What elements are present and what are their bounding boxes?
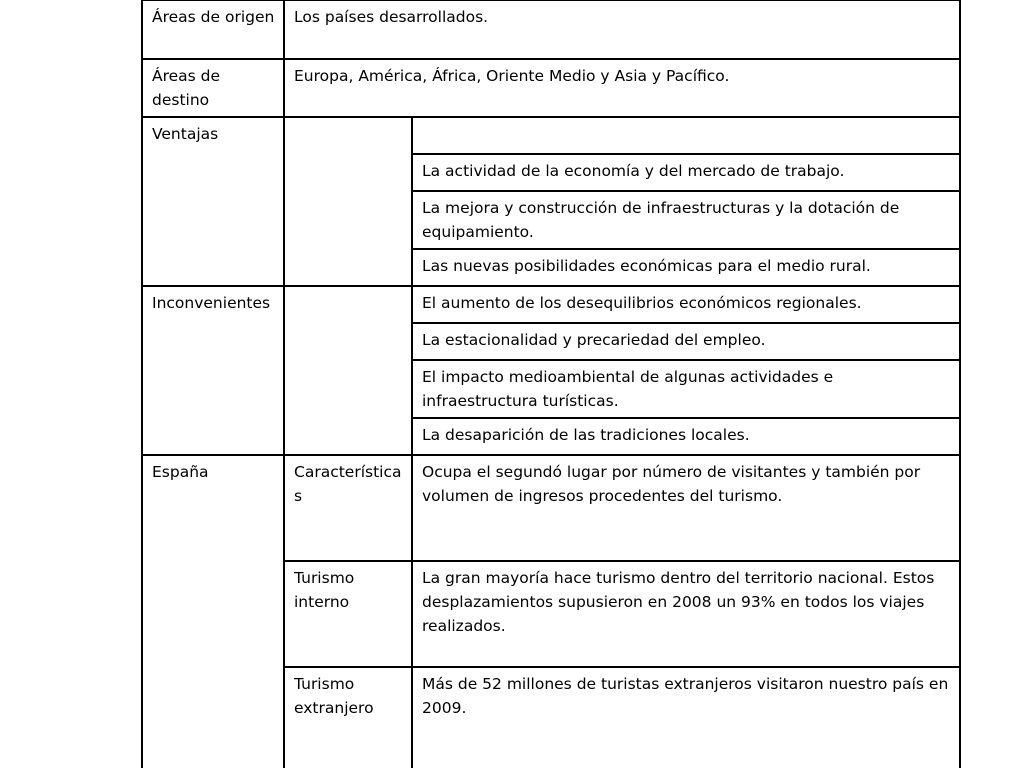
- ventaja-item: La actividad de la economía y del mercado de trabajo.: [412, 154, 960, 191]
- ventaja-item: La mejora y construcción de infraestructuras y la dotación de equipamiento.: [412, 191, 960, 249]
- text-turismo-interno: La gran mayoría hace turismo dentro del territorio nacional. Estos desplazamientos supusieron en 2008 un 93% en todos los viajes realizados.: [412, 561, 960, 667]
- label-areas-destino: Áreas de destino: [142, 59, 284, 117]
- label-inconvenientes: Inconvenientes: [142, 286, 284, 455]
- tourism-table: [141, 0, 961, 768]
- text-caracteristicas: Ocupa el segundó lugar por número de visitantes y también por volumen de ingresos procedentes del turismo.: [412, 455, 960, 561]
- label-ventajas: Ventajas: [142, 117, 284, 286]
- label-caracteristicas: Características: [284, 455, 412, 561]
- label-turismo-extranjero: Turismo extranjero: [284, 667, 412, 768]
- ventajas-empty-cell: [284, 117, 412, 286]
- row-espana-1: [142, 455, 960, 561]
- ventaja-item: [412, 117, 960, 154]
- ventaja-item: Las nuevas posibilidades económicas para el medio rural.: [412, 249, 960, 286]
- value-areas-origen: Los países desarrollados.: [284, 0, 960, 59]
- inconveniente-item: La desaparición de las tradiciones locales.: [412, 418, 960, 455]
- label-turismo-interno: Turismo interno: [284, 561, 412, 667]
- row-areas-destino: [142, 59, 960, 117]
- inconveniente-item: El aumento de los desequilibrios económicos regionales.: [412, 286, 960, 323]
- row-inconvenientes-1: [142, 286, 960, 323]
- inconvenientes-empty-cell: [284, 286, 412, 455]
- label-areas-origen: Áreas de origen: [142, 0, 284, 59]
- label-espana: España: [142, 455, 284, 768]
- row-ventajas-1: [142, 117, 960, 154]
- row-areas-origen: [142, 0, 960, 59]
- inconveniente-item: La estacionalidad y precariedad del empleo.: [412, 323, 960, 360]
- text-turismo-extranjero: Más de 52 millones de turistas extranjeros visitaron nuestro país en 2009.: [412, 667, 960, 768]
- value-areas-destino: Europa, América, África, Oriente Medio y Asia y Pacífico.: [284, 59, 960, 117]
- inconveniente-item: El impacto medioambiental de algunas actividades e infraestructura turísticas.: [412, 360, 960, 418]
